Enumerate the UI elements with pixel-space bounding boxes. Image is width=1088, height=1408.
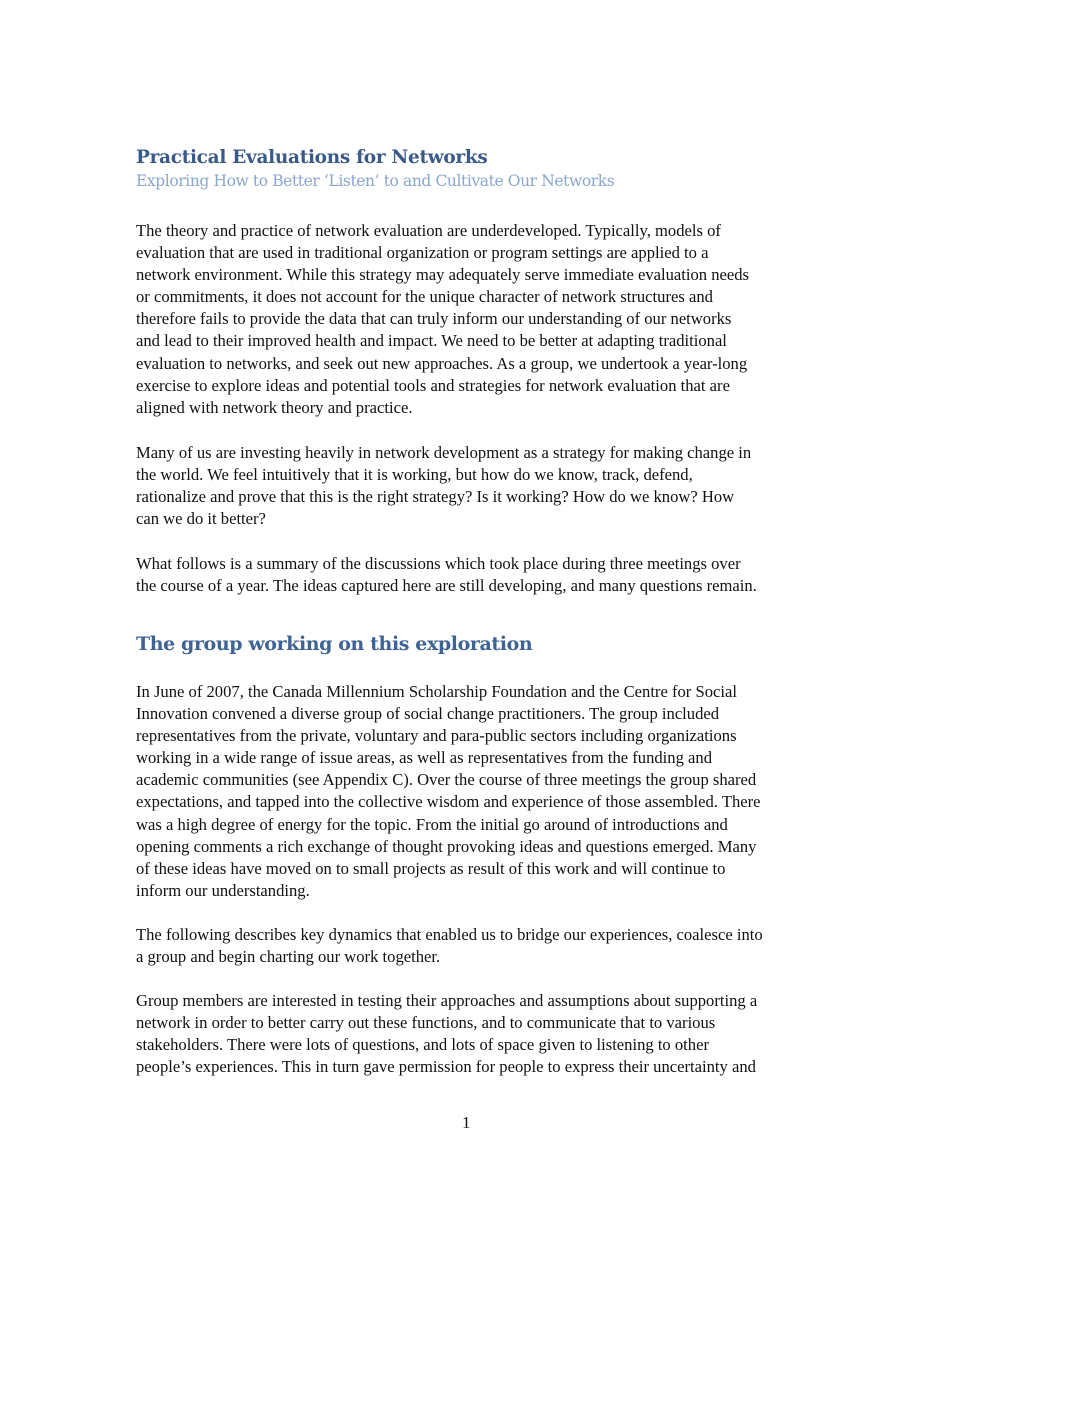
- text-line: The theory and practice of network evaluation are underdeveloped. Typically, models of: [136, 221, 721, 240]
- text-line: network in order to better carry out these functions, and to communicate that to various: [136, 1013, 716, 1033]
- section-heading: The group working on this exploration: [136, 633, 533, 655]
- text-line: stakeholders. There were lots of questions, and lots of space given to listening to other: [136, 1035, 709, 1055]
- intro-paragraph-3: [136, 553, 806, 597]
- text-line: people’s experiences. This in turn gave permission for people to express their uncertainty and: [136, 1057, 756, 1077]
- text-line: Group members are interested in testing their approaches and assumptions about supporting a: [136, 991, 758, 1010]
- intro-paragraph-2: [136, 442, 806, 530]
- text-line: The following describes key dynamics that enabled us to bridge our experiences, coalesce into: [136, 925, 763, 944]
- text-line: In June of 2007, the Canada Millennium Scholarship Foundation and the Centre for Social: [136, 682, 737, 701]
- text-line: network environment. While this strategy may adequately serve immediate evaluation needs: [136, 265, 750, 285]
- text-line: Innovation convened a diverse group of social change practitioners. The group included: [136, 704, 720, 724]
- document-title: Practical Evaluations for Networks: [136, 147, 488, 168]
- text-line: can we do it better?: [136, 509, 266, 529]
- text-line: the course of a year. The ideas captured here are still developing, and many questions remain.: [136, 576, 757, 596]
- page-number: 1: [462, 1113, 471, 1132]
- text-line: opening comments a rich exchange of thought provoking ideas and questions emerged. Many: [136, 836, 757, 856]
- text-line: working in a wide range of issue areas, as well as representatives from the funding and: [136, 748, 712, 768]
- text-line: academic communities (see Appendix C). Over the course of three meetings the group shared: [136, 770, 757, 790]
- text-line: the world. We feel intuitively that it is working, but how do we know, track, defend,: [136, 465, 693, 485]
- text-line: rationalize and prove that this is the right strategy? Is it working? How do we know? How: [136, 487, 735, 507]
- text-line: expectations, and tapped into the collective wisdom and experience of those assembled. There: [136, 792, 761, 812]
- text-line: or commitments, it does not account for the unique character of network structures and: [136, 287, 713, 307]
- document-subtitle: Exploring How to Better ‘Listen’ to and Cultivate Our Networks: [136, 172, 615, 190]
- text-line: a group and begin charting our work together.: [136, 947, 441, 967]
- text-line: evaluation to networks, and seek out new approaches. As a group, we undertook a year-long: [136, 353, 748, 373]
- section-paragraph-2: [136, 924, 806, 968]
- text-line: representatives from the private, voluntary and para-public sectors including organizations: [136, 726, 737, 746]
- text-line: evaluation that are used in traditional organization or program settings are applied to a: [136, 243, 709, 263]
- section-paragraph-3: [136, 990, 806, 1078]
- text-line: was a high degree of energy for the topic. From the initial go around of introductions and: [136, 814, 728, 834]
- text-line: and lead to their improved health and impact. We need to be better at adapting traditional: [136, 331, 727, 351]
- intro-paragraph-1: [136, 220, 806, 419]
- text-line: Many of us are investing heavily in network development as a strategy for making change in: [136, 443, 752, 462]
- text-line: exercise to explore ideas and potential tools and strategies for network evaluation that are: [136, 375, 730, 395]
- text-line: therefore fails to provide the data that can truly inform our understanding of our networks: [136, 309, 732, 329]
- text-line: of these ideas have moved on to small projects as result of this work and will continue to: [136, 858, 726, 878]
- text-line: aligned with network theory and practice.: [136, 397, 413, 417]
- section-paragraph-1: [136, 681, 806, 902]
- text-line: What follows is a summary of the discussions which took place during three meetings over: [136, 554, 741, 573]
- text-line: inform our understanding.: [136, 880, 310, 900]
